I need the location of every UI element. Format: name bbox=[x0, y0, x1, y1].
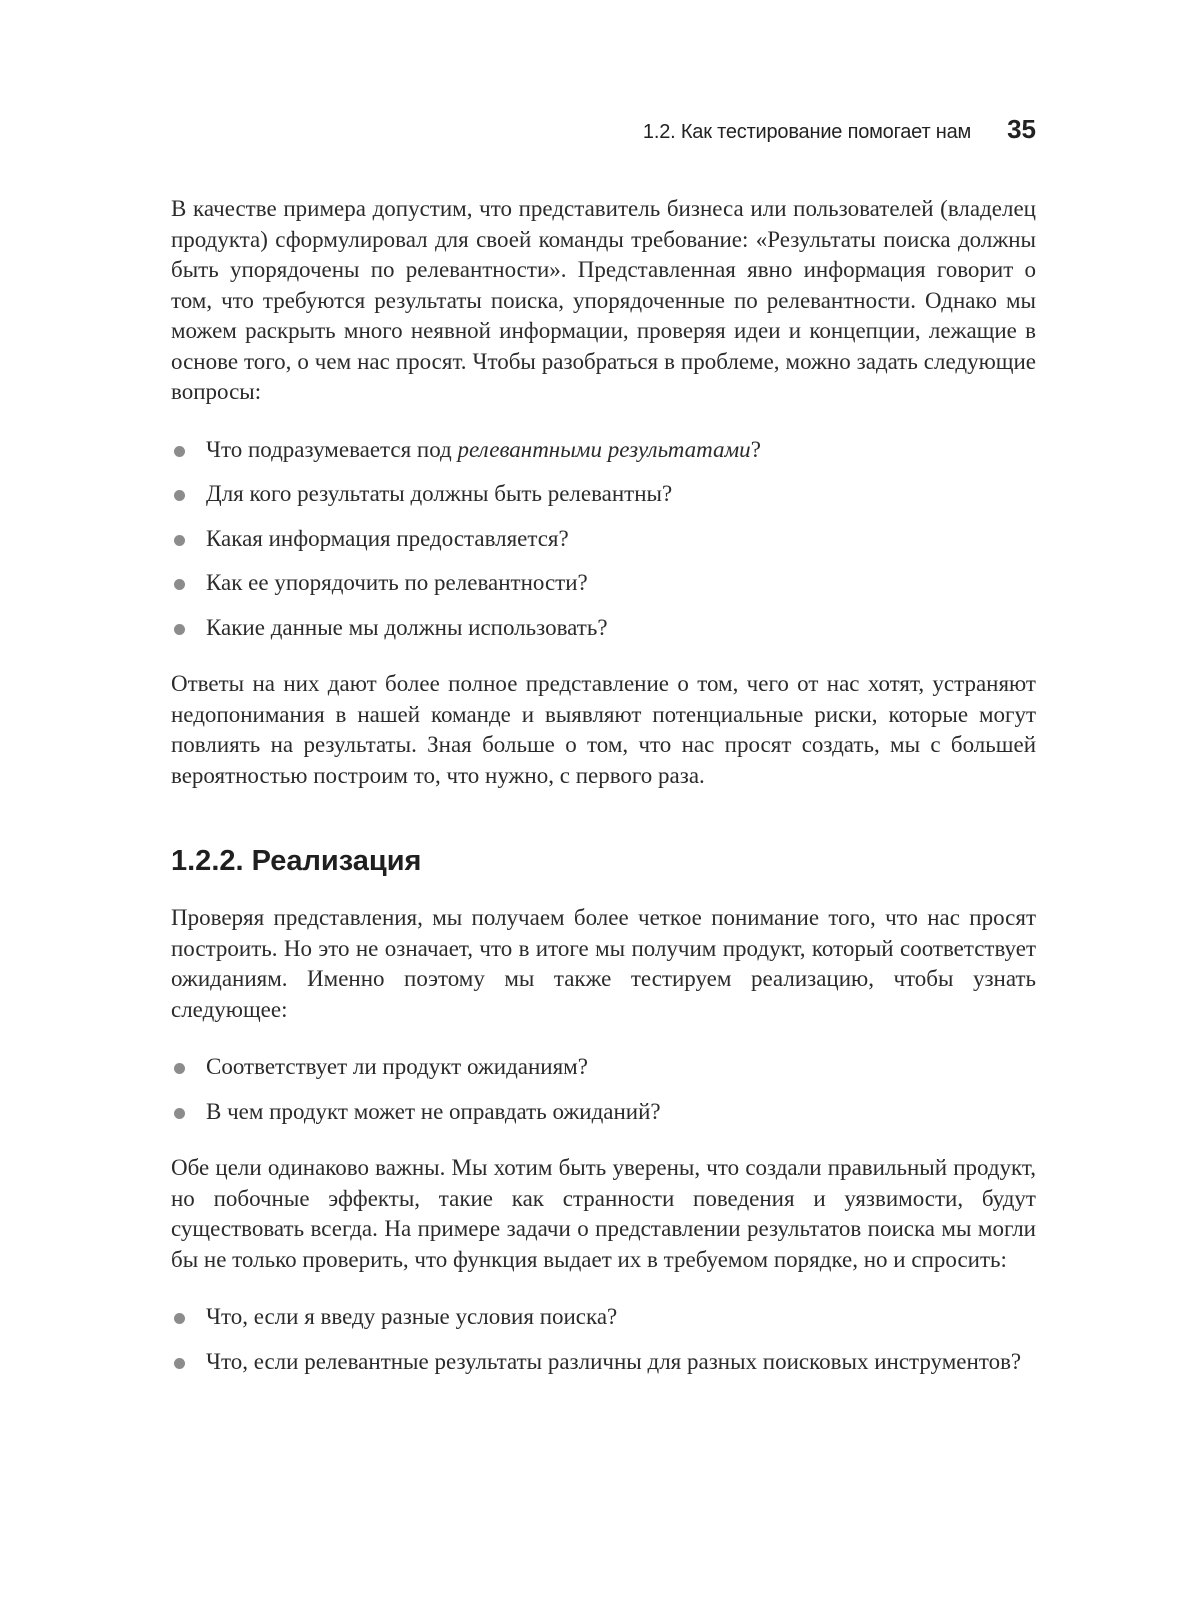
bullet-icon bbox=[174, 1358, 185, 1369]
bullet-icon bbox=[174, 1313, 185, 1324]
list-item-text: Как ее упорядочить по релевантности? bbox=[206, 570, 588, 595]
list-item-text: Что, если я введу разные условия поиска? bbox=[206, 1304, 618, 1330]
bullet-icon bbox=[174, 490, 185, 501]
list-item-text: Для кого результаты должны быть релевантны? bbox=[206, 481, 673, 506]
list-item-text-prefix: Что подразумевается под bbox=[206, 436, 458, 462]
implementation-list bbox=[171, 1052, 1036, 1127]
list-item bbox=[171, 479, 1036, 510]
bullet-icon bbox=[174, 579, 185, 590]
list-item-text: Какие данные мы должны использовать? bbox=[206, 614, 608, 640]
list-item bbox=[171, 435, 1036, 466]
list-item-text: В чем продукт может не оправдать ожиданий? bbox=[206, 1098, 661, 1124]
list-item bbox=[171, 524, 1036, 555]
implementation-paragraph: Проверяя представления, мы получаем более четкое понимание того, что нас просят построить. Но это не означает, что в итоге мы получим продукт, который соответствует ожиданиям. Именно поэтому мы также тестируем реализацию, чтобы узнать следующее: bbox=[171, 905, 1036, 1022]
bullet-icon bbox=[174, 446, 185, 457]
bullet-icon bbox=[174, 535, 185, 546]
intro-paragraph: В качестве примера допустим, что представитель бизнеса или пользователей (владелец продукта) сформулировал для своей команды требование: «Результаты поиска должны быть упорядочены по релевантности». Представленная явно информация говорит о том, что требуются результаты поиска, упорядоченные по релевантности. Однако мы можем раскрыть много неявной информации, проверяя идеи и концепции, лежащие в основе того, о чем нас просят. Чтобы разобраться в проблеме, можно задать следующие вопросы: bbox=[171, 196, 1036, 404]
list-item-text: Что, если релевантные результаты различны для разных поисковых инструментов? bbox=[206, 1348, 1022, 1374]
list-item bbox=[171, 613, 1036, 644]
page-number: 35 bbox=[1007, 114, 1036, 144]
answers-paragraph: Ответы на них дают более полное представление о том, чего от нас хотят, устраняют недопонимания в нашей команде и выявляют потенциальные риски, которые могут повлиять на результаты. Зная больше о том, что нас просят создать, мы с большей вероятностью построим то, что нужно, с первого раза. bbox=[171, 671, 1036, 788]
list-item bbox=[171, 1347, 1036, 1378]
list-item-text: Какая информация предоставляется? bbox=[206, 525, 569, 551]
list-item bbox=[171, 568, 1036, 599]
goals-paragraph: Обе цели одинаково важны. Мы хотим быть уверены, что создали правильный продукт, но побочные эффекты, такие как странности поведения и уязвимости, будут существовать всегда. На примере задачи о представлении результатов поиска мы могли бы не только проверить, что функция выдает их в требуемом порядке, но и спросить: bbox=[171, 1155, 1036, 1272]
questions-list bbox=[171, 435, 1036, 644]
list-item-emphasis: релевантными результатами bbox=[457, 436, 751, 462]
list-item-text-suffix: ? bbox=[750, 436, 761, 462]
bullet-icon bbox=[174, 1108, 185, 1119]
bullet-icon bbox=[174, 1063, 185, 1074]
list-item bbox=[171, 1097, 1036, 1128]
page-content bbox=[171, 194, 1036, 1377]
extra-questions-list bbox=[171, 1302, 1036, 1377]
list-item bbox=[171, 1052, 1036, 1083]
list-item bbox=[171, 1302, 1036, 1333]
bullet-icon bbox=[174, 624, 185, 635]
running-header bbox=[0, 114, 1036, 145]
section-heading: 1.2.2. Реализация bbox=[171, 845, 422, 877]
running-title: 1.2. Как тестирование помогает нам bbox=[642, 121, 972, 143]
list-item-text: Соответствует ли продукт ожиданиям? bbox=[206, 1054, 588, 1080]
